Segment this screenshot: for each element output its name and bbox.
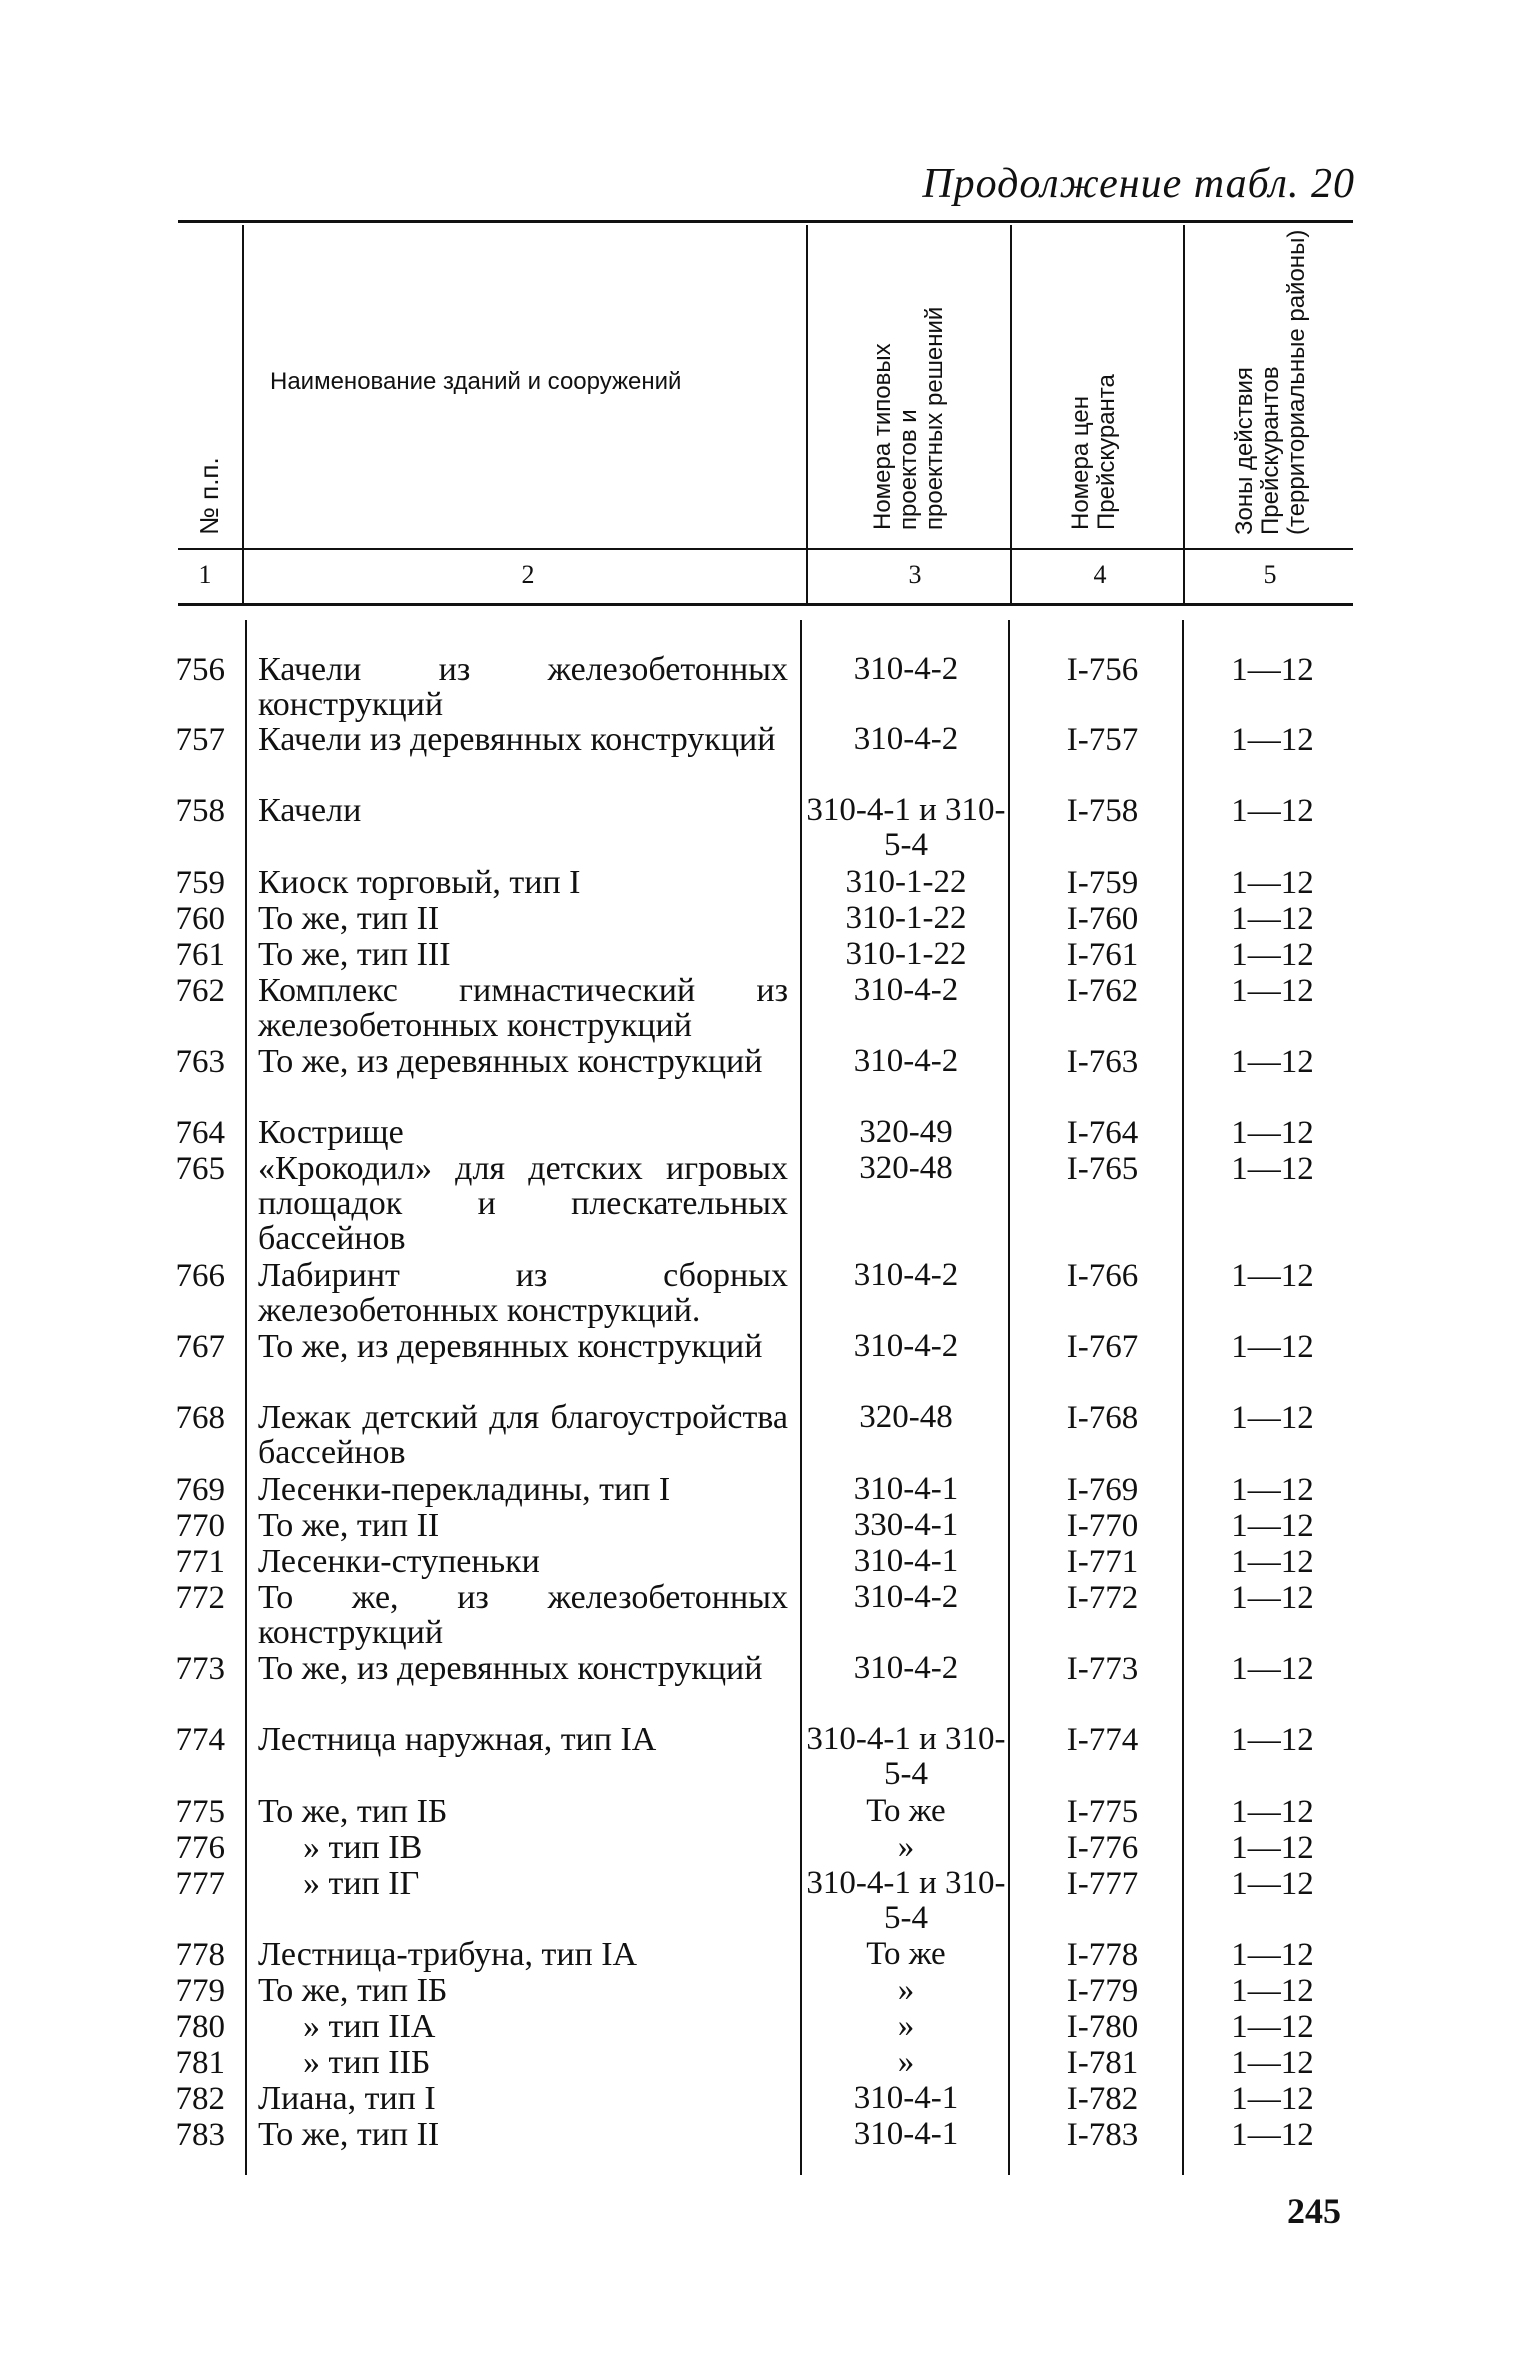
project-number: 310-4-2 <box>853 1328 959 1364</box>
project-number: 310-4-1 <box>853 2080 959 2116</box>
building-name: То же, тип III <box>258 936 451 973</box>
price-number: I-766 <box>1066 1258 1139 1294</box>
zone-range: 1—12 <box>1231 937 1314 973</box>
zone-range: 1—12 <box>1231 1794 1314 1830</box>
row-number: 775 <box>175 1794 225 1830</box>
header-zones: Зоны действия Прейскурантов (территориальные районы) <box>1231 229 1310 535</box>
row-number: 765 <box>175 1151 225 1187</box>
price-number: I-761 <box>1066 937 1139 973</box>
zone-range: 1—12 <box>1231 722 1314 758</box>
header-divider-3 <box>1010 225 1012 603</box>
project-number: 310-1-22 <box>845 900 967 936</box>
zone-range: 1—12 <box>1231 1400 1314 1436</box>
price-number: I-773 <box>1066 1651 1139 1687</box>
project-number: » <box>897 2008 915 2044</box>
zone-range: 1—12 <box>1231 901 1314 937</box>
building-name: Качели из деревянных конструкций <box>258 721 776 758</box>
building-name: » тип IГ <box>303 1865 420 1902</box>
price-number: I-779 <box>1066 1973 1139 2009</box>
project-number: 320-48 <box>859 1399 953 1435</box>
price-number: I-768 <box>1066 1400 1139 1436</box>
row-number: 778 <box>175 1937 225 1973</box>
price-number: I-759 <box>1066 865 1139 901</box>
project-number: 310-4-1 <box>853 1471 959 1507</box>
zone-range: 1—12 <box>1231 1329 1314 1365</box>
row-number: 756 <box>175 652 225 688</box>
row-number: 776 <box>175 1830 225 1866</box>
building-name: Качели <box>258 792 362 829</box>
price-number: I-763 <box>1066 1044 1139 1080</box>
row-number: 760 <box>175 901 225 937</box>
project-number: То же <box>866 1936 946 1972</box>
project-number: То же <box>866 1793 946 1829</box>
zone-range: 1—12 <box>1231 973 1314 1009</box>
zone-range: 1—12 <box>1231 1973 1314 2009</box>
project-number: 310-4-1 <box>853 1543 959 1579</box>
row-number: 783 <box>175 2117 225 2153</box>
building-name: Лесенки-перекладины, тип I <box>258 1471 671 1508</box>
zone-range: 1—12 <box>1231 865 1314 901</box>
row-number: 761 <box>175 937 225 973</box>
row-number: 767 <box>175 1329 225 1365</box>
building-name: » тип IIA <box>303 2008 436 2045</box>
zone-range: 1—12 <box>1231 1508 1314 1544</box>
row-number: 781 <box>175 2045 225 2081</box>
header-rule <box>178 548 1353 550</box>
building-name: » тип IIБ <box>303 2044 431 2081</box>
header-building-name: Наименование зданий и сооружений <box>270 368 682 395</box>
row-number: 774 <box>175 1722 225 1758</box>
row-number: 770 <box>175 1508 225 1544</box>
zone-range: 1—12 <box>1231 2045 1314 2081</box>
row-number: 764 <box>175 1115 225 1151</box>
zone-range: 1—12 <box>1231 2081 1314 2117</box>
building-name: То же, из деревянных конструкций <box>258 1043 763 1080</box>
price-number: I-771 <box>1066 1544 1139 1580</box>
header-row-number: № п.п. <box>194 457 224 535</box>
building-name: Лабиринт из сборных железобетонных конструкций. <box>258 1257 788 1329</box>
building-name: Кострище <box>258 1114 404 1151</box>
building-name: То же, тип II <box>258 2116 440 2153</box>
row-number: 759 <box>175 865 225 901</box>
column-number-1: 1 <box>198 560 212 589</box>
column-number-3: 3 <box>908 560 922 589</box>
row-number: 780 <box>175 2009 225 2045</box>
building-name: Лестница-трибуна, тип IA <box>258 1936 638 1973</box>
building-name: То же, тип IБ <box>258 1793 448 1830</box>
project-number: 310-4-2 <box>853 651 959 687</box>
project-number: 310-4-1 и 310-5-4 <box>806 1865 1006 1936</box>
price-number: I-769 <box>1066 1472 1139 1508</box>
project-number: 310-4-2 <box>853 1043 959 1079</box>
project-number: 310-4-1 и 310-5-4 <box>806 1721 1006 1792</box>
row-number: 758 <box>175 793 225 829</box>
building-name: То же, из деревянных конструкций <box>258 1650 763 1687</box>
building-name: Киоск торговый, тип I <box>258 864 581 901</box>
zone-range: 1—12 <box>1231 1151 1314 1187</box>
price-number: I-783 <box>1066 2117 1139 2153</box>
project-number: 310-4-2 <box>853 1257 959 1293</box>
zone-range: 1—12 <box>1231 1866 1314 1902</box>
project-number: 310-4-2 <box>853 1579 959 1615</box>
price-number: I-777 <box>1066 1866 1139 1902</box>
price-number: I-775 <box>1066 1794 1139 1830</box>
price-number: I-767 <box>1066 1329 1139 1365</box>
zone-range: 1—12 <box>1231 2009 1314 2045</box>
building-name: » тип IB <box>303 1829 423 1866</box>
project-number: 320-49 <box>859 1114 953 1150</box>
price-number: I-760 <box>1066 901 1139 937</box>
zone-range: 1—12 <box>1231 1544 1314 1580</box>
row-number: 762 <box>175 973 225 1009</box>
zone-range: 1—12 <box>1231 1472 1314 1508</box>
zone-range: 1—12 <box>1231 1115 1314 1151</box>
price-number: I-778 <box>1066 1937 1139 1973</box>
column-number-4: 4 <box>1093 560 1107 589</box>
building-name: Качели из железобетонных конструкций <box>258 651 788 723</box>
zone-range: 1—12 <box>1231 1937 1314 1973</box>
building-name: То же, из деревянных конструкций <box>258 1328 763 1365</box>
body-divider-1 <box>245 620 247 2175</box>
page-title: Продолжение табл. 20 <box>922 161 1355 207</box>
building-name: Лиана, тип I <box>258 2080 436 2117</box>
price-number: I-780 <box>1066 2009 1139 2045</box>
project-number: 320-48 <box>859 1150 953 1186</box>
project-number: 310-4-2 <box>853 972 959 1008</box>
row-number: 771 <box>175 1544 225 1580</box>
row-number: 769 <box>175 1472 225 1508</box>
column-number-2: 2 <box>521 560 535 589</box>
price-number: I-765 <box>1066 1151 1139 1187</box>
header-price-numbers: Номера цен Прейскуранта <box>1067 374 1120 530</box>
zone-range: 1—12 <box>1231 1830 1314 1866</box>
row-number: 777 <box>175 1866 225 1902</box>
building-name: Лежак детский для благоустройства бассейнов <box>258 1399 788 1471</box>
price-number: I-774 <box>1066 1722 1139 1758</box>
project-number: 310-4-1 <box>853 2116 959 2152</box>
project-number: » <box>897 1972 915 2008</box>
price-number: I-772 <box>1066 1580 1139 1616</box>
zone-range: 1—12 <box>1231 2117 1314 2153</box>
body-divider-2 <box>800 620 802 2175</box>
price-number: I-764 <box>1066 1115 1139 1151</box>
price-number: I-776 <box>1066 1830 1139 1866</box>
row-number: 773 <box>175 1651 225 1687</box>
building-name: Комплекс гимнастический из железобетонных конструкций <box>258 972 788 1044</box>
row-number: 782 <box>175 2081 225 2117</box>
zone-range: 1—12 <box>1231 652 1314 688</box>
column-numbers-rule <box>178 603 1353 606</box>
header-divider-4 <box>1183 225 1185 603</box>
building-name: То же, тип II <box>258 1507 440 1544</box>
row-number: 766 <box>175 1258 225 1294</box>
column-number-5: 5 <box>1263 560 1277 589</box>
building-name: Лестница наружная, тип IA <box>258 1721 657 1758</box>
project-number: 330-4-1 <box>853 1507 959 1543</box>
row-number: 779 <box>175 1973 225 2009</box>
project-number: 310-4-2 <box>853 721 959 757</box>
row-number: 768 <box>175 1400 225 1436</box>
project-number: 310-4-2 <box>853 1650 959 1686</box>
project-number: 310-4-1 и 310-5-4 <box>806 792 1006 863</box>
header-divider-1 <box>242 225 244 603</box>
price-number: I-770 <box>1066 1508 1139 1544</box>
project-number: » <box>897 2044 915 2080</box>
zone-range: 1—12 <box>1231 1722 1314 1758</box>
building-name: Лесенки-ступеньки <box>258 1543 540 1580</box>
zone-range: 1—12 <box>1231 1258 1314 1294</box>
row-number: 763 <box>175 1044 225 1080</box>
zone-range: 1—12 <box>1231 1580 1314 1616</box>
building-name: То же, из железобетонных конструкций <box>258 1579 788 1651</box>
project-number: » <box>897 1829 915 1865</box>
project-number: 310-1-22 <box>845 864 967 900</box>
price-number: I-762 <box>1066 973 1139 1009</box>
price-number: I-782 <box>1066 2081 1139 2117</box>
zone-range: 1—12 <box>1231 793 1314 829</box>
price-number: I-758 <box>1066 793 1139 829</box>
price-number: I-756 <box>1066 652 1139 688</box>
zone-range: 1—12 <box>1231 1651 1314 1687</box>
project-number: 310-1-22 <box>845 936 967 972</box>
building-name: «Крокодил» для детских игровых площадок и плескательных бассейнов <box>258 1150 788 1257</box>
header-divider-2 <box>806 225 808 603</box>
building-name: То же, тип IБ <box>258 1972 448 2009</box>
header-project-numbers: Номера типовых проектов и проектных решений <box>869 306 948 530</box>
zone-range: 1—12 <box>1231 1044 1314 1080</box>
row-number: 772 <box>175 1580 225 1616</box>
price-number: I-757 <box>1066 722 1139 758</box>
building-name: То же, тип II <box>258 900 440 937</box>
row-number: 757 <box>175 722 225 758</box>
price-number: I-781 <box>1066 2045 1139 2081</box>
page-number: 245 <box>1287 2191 1341 2231</box>
table-top-rule <box>178 220 1353 223</box>
